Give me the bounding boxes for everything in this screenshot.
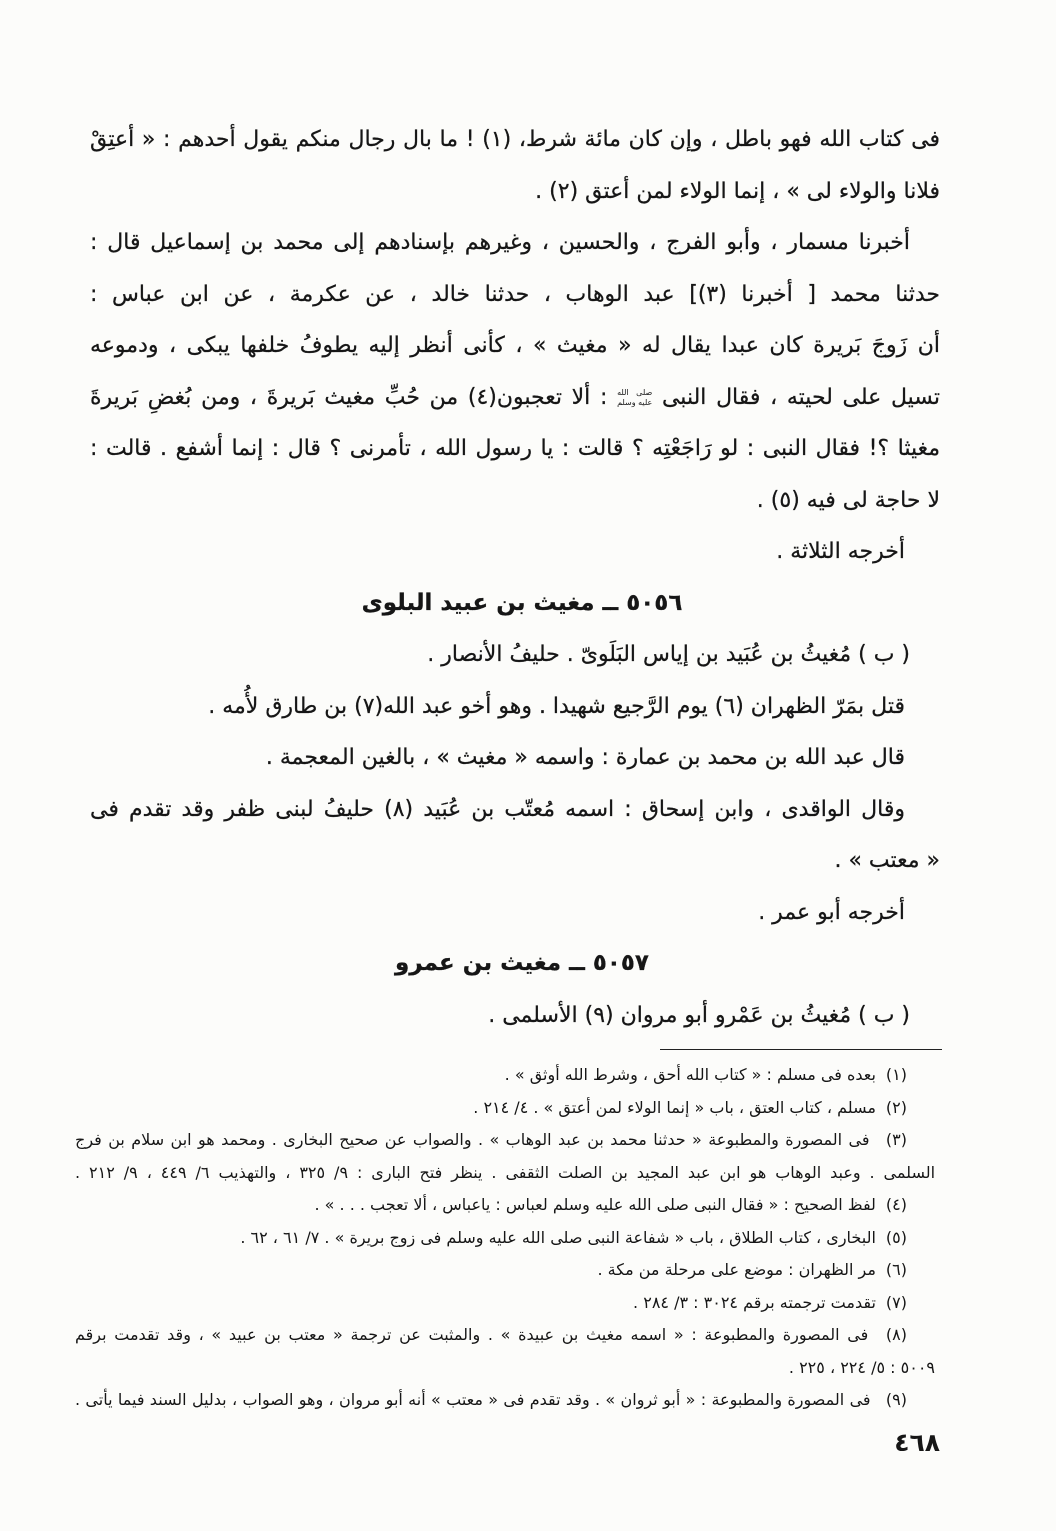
entry-heading: ٥٠٥٦ ــ مغيث بن عبيد البلوى bbox=[361, 589, 683, 616]
text-line: أن زَوجَ بَريرة كان عبدا يقال له « مغيث » ، كأنى أنظر إليه يطوفُ خلفها يبكى ، ودموعه bbox=[90, 333, 940, 358]
footnote-text: فى المصورة والمطبوعة « حدثنا محمد بن عبد الوهاب » . والصواب عن صحيح البخارى . ومحمد هو ابن سلام بن فرج bbox=[75, 1130, 870, 1149]
footnotes bbox=[75, 1059, 935, 1417]
honorific-top: صلى الله bbox=[617, 387, 653, 397]
footnote-separator bbox=[660, 1049, 942, 1050]
text-line: لا حاجة لى فيه (٥) . bbox=[756, 487, 940, 513]
main-text bbox=[90, 114, 940, 1041]
text-line: « معتب » . bbox=[834, 848, 940, 873]
footnote bbox=[75, 1287, 935, 1320]
text-line: ( ب ) مُغيثُ بن عَمْرو أبو مروان (٩) الأسلمى . bbox=[488, 1002, 910, 1028]
footnote-text: تقدمت ترجمته برقم ٣٠٢٤ : ٣/ ٢٨٤ . bbox=[633, 1292, 876, 1312]
footnote bbox=[75, 1092, 935, 1125]
text-line: فلانا والولاء لى » ، إنما الولاء لمن أعتق (٢) . bbox=[535, 178, 940, 204]
text-line: أخبرنا مسمار ، وأبو الفرج ، والحسين ، وغيرهم بإسنادهم إلى محمد بن إسماعيل قال : bbox=[90, 230, 910, 255]
footnote bbox=[75, 1384, 935, 1417]
text-line: ( ب ) مُغيثُ بن عُبَيد بن إياس البَلَوىّ . حليفُ الأنصار . bbox=[427, 642, 910, 667]
footnote-text: مسلم ، كتاب العتق ، باب « إنما الولاء لمن أعتق » . ٤/ ٢١٤ . bbox=[473, 1097, 876, 1117]
text-line: قال عبد الله بن محمد بن عمارة : واسمه « مغيث » ، بالغين المعجمة . bbox=[265, 745, 905, 770]
footnote-number: (١) bbox=[885, 1065, 907, 1084]
footnote bbox=[75, 1319, 935, 1352]
footnote-number: (٧) bbox=[885, 1292, 907, 1312]
text-segment: تسيل على لحيته ، فقال النبى bbox=[661, 384, 940, 410]
text-line bbox=[90, 372, 940, 424]
footnote-number: (٢) bbox=[885, 1097, 907, 1117]
footnote-text: مر الظهران : موضع على مرحلة من مكة . bbox=[597, 1260, 876, 1279]
source-note: أخرجه أبو عمر . bbox=[758, 899, 905, 925]
footnote bbox=[75, 1222, 935, 1255]
footnote-number: (٣) bbox=[885, 1130, 907, 1149]
footnote-continuation: السلمى . وعبد الوهاب هو ابن عبد المجيد بن الصلت الثقفى . ينظر فتح البارى : ٩/ ٣٢٥ ، والتهذيب ٦/ ٤٤٩ ، ٩/ ٢١٢ . bbox=[75, 1162, 936, 1182]
footnote-text: فى المصورة والمطبوعة : « اسمه مغيث بن عبيدة » . والمثبت عن ترجمة « معتب بن عبيد » ، وقد تقدمت برقم bbox=[75, 1325, 869, 1344]
footnote-number: (٤) bbox=[885, 1195, 907, 1214]
footnote-number: (٥) bbox=[885, 1227, 907, 1247]
source-note: أخرجه الثلاثة . bbox=[776, 539, 905, 564]
footnote bbox=[75, 1254, 935, 1287]
page-number: ٤٦٨ bbox=[894, 1428, 940, 1457]
text-line: فى كتاب الله فهو باطل ، وإن كان مائة شرط، (١) ! ما بال رجال منكم يقول أحدهم : « أعتِقْ bbox=[90, 127, 940, 152]
footnote-number: (٨) bbox=[885, 1325, 907, 1344]
footnote-number: (٩) bbox=[885, 1390, 907, 1409]
footnote-number: (٦) bbox=[885, 1260, 907, 1279]
footnote bbox=[75, 1124, 935, 1157]
footnote-text: لفظ الصحيح : « فقال النبى صلى الله عليه وسلم لعباس : ياعباس ، ألا تعجب . . . » . bbox=[314, 1195, 876, 1214]
footnote-text: فى المصورة والمطبوعة : « أبو ثروان » . وقد تقدم فى « معتب » أنه أبو مروان ، وهو الصواب ، بدليل السند فيما يأتى . bbox=[75, 1390, 871, 1409]
text-line: مغيثا ؟! فقال النبى : لو رَاجَعْتِه ؟ قالت : يا رسول الله ، تأمرنى ؟ قال : إنما أشفع . قالت : bbox=[90, 436, 940, 461]
text-line: قتل بمَرّ الظهران (٦) يوم الرَّجيع شهيدا . وهو أخو عبد الله(٧) بن طارق لأُمه . bbox=[208, 693, 905, 719]
text-segment: : ألا تعجبون(٤) من حُبِّ مغيث بَريرةَ ، ومن بُغضِ بَريرةَ bbox=[90, 384, 608, 410]
honorific-bottom: عليه وسلم bbox=[617, 397, 653, 407]
footnote-text: البخارى ، كتاب الطلاق ، باب « شفاعة النبى صلى الله عليه وسلم فى زوج بريرة » . ٧/ ٦١ ، ٦٢ . bbox=[240, 1227, 876, 1247]
honorific-glyph bbox=[617, 388, 652, 408]
entry-heading: ٥٠٥٧ ــ مغيث بن عمرو bbox=[395, 950, 649, 976]
footnote bbox=[75, 1059, 935, 1092]
footnote bbox=[75, 1189, 935, 1222]
text-line: حدثنا محمد [ أخبرنا (٣)] عبد الوهاب ، حدثنا خالد ، عن عكرمة ، عن ابن عباس : bbox=[90, 281, 940, 307]
text-line: وقال الواقدى ، وابن إسحاق : اسمه مُعتّب بن عُبَيد (٨) حليفُ لبنى ظفر وقد تقدم فى bbox=[90, 796, 905, 822]
footnote-text: بعده فى مسلم : « كتاب الله أحق ، وشرط الله أوثق » . bbox=[504, 1065, 876, 1084]
footnote-continuation: ٥٠٠٩ : ٥/ ٢٢٤ ، ٢٢٥ . bbox=[788, 1357, 935, 1377]
